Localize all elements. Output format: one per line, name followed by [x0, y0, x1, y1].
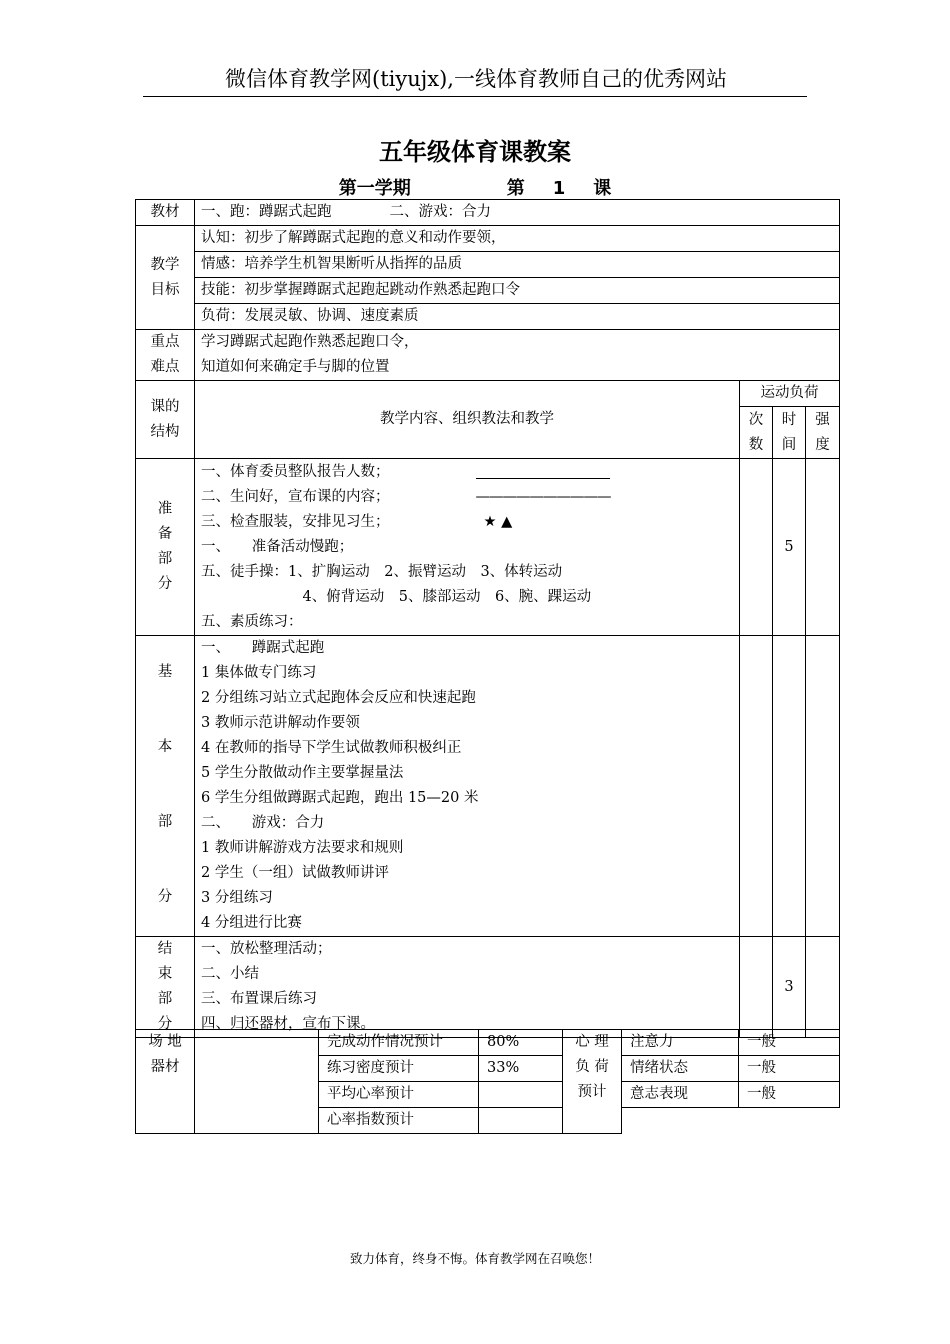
end-section-content [195, 937, 740, 1038]
list-item: 二、 游戏：合力 [201, 815, 325, 831]
psych-name: 注意力 [622, 1030, 739, 1056]
time-header: 时 间 [773, 407, 806, 459]
list-item: 一、 蹲踞式起跑 [201, 640, 325, 656]
basic-section-label: 基 本 部 分 [136, 636, 195, 937]
venue-blank [195, 1030, 319, 1134]
end-time: 3 [773, 937, 806, 1038]
end-times [740, 937, 773, 1038]
prep-section-content [195, 459, 740, 636]
load-header: 运动负荷 [740, 381, 840, 407]
estimate-name: 心率指数预计 [319, 1108, 479, 1134]
goal-load: 负荷：发展灵敏、协调、速度素质 [195, 304, 840, 330]
subtitle [0, 174, 950, 200]
fill-blank-line [476, 464, 610, 479]
list-item: 四、归还器材，宣布下课。 [201, 1016, 375, 1032]
list-item: 1 集体做专门练习 [201, 665, 317, 681]
list-item: 五、徒手操：1、扩胸运动 2、振臂运动 3、体转运动 [201, 563, 563, 580]
subtitle-di: 第 [506, 178, 525, 199]
goal-cognition: 认知：初步了解蹲踞式起跑的意义和动作要领， [195, 226, 840, 252]
list-item: 三、布置课后练习 [201, 991, 317, 1007]
list-item: 5 学生分散做动作主要掌握量法 [201, 765, 404, 781]
end-section-label: 结 束 部 分 [136, 937, 195, 1038]
psych-value: 一般 [739, 1056, 840, 1082]
times-header: 次 数 [740, 407, 773, 459]
formation-symbols: ★ ▲ [483, 513, 513, 530]
empty-cell [739, 1108, 840, 1134]
dash-line: —————————— [475, 488, 611, 505]
list-item: 4、俯背运动 5、膝部运动 6、腕、踝运动 [201, 588, 592, 605]
prep-intensity [806, 459, 840, 636]
basic-intensity [806, 636, 840, 937]
intensity-header: 强 度 [806, 407, 840, 459]
page-footer: 致力体育，终身不悔。体育教学网在召唤您！ [349, 1251, 600, 1266]
list-item: 2 分组练习站立式起跑体会反应和快速起跑 [201, 690, 476, 706]
prep-time: 5 [773, 459, 806, 636]
list-item: 一、放松整理活动； [201, 941, 332, 957]
list-item: 五、素质练习： [201, 613, 303, 630]
goal-skill: 技能：初步掌握蹲踞式起跑起跳动作熟悉起跑口令 [195, 278, 840, 304]
venue-label: 场 地 器材 [136, 1030, 195, 1134]
estimate-value: 33% [479, 1056, 563, 1082]
estimate-value [479, 1082, 563, 1108]
goal-emotion: 情感：培养学生机智果断听从指挥的品质 [195, 252, 840, 278]
list-item: 4 分组进行比赛 [201, 915, 302, 931]
estimate-value [479, 1108, 563, 1134]
list-item: 2 学生（一组）试做教师讲评 [201, 865, 389, 881]
estimate-name: 平均心率预计 [319, 1082, 479, 1108]
lesson-plan-table [135, 199, 840, 1038]
psych-value: 一般 [739, 1082, 840, 1108]
goals-label: 教学 目标 [136, 226, 195, 330]
psych-value: 一般 [739, 1030, 840, 1056]
end-intensity [806, 937, 840, 1038]
key-points-content: 学习蹲踞式起跑作熟悉起跑口令， 知道如何来确定手与脚的位置 [195, 330, 840, 381]
estimate-name: 完成动作情况预计 [319, 1030, 479, 1056]
material-content: 一、跑：蹲踞式起跑 二、游戏：合力 [195, 200, 840, 226]
structure-label: 课的 结构 [136, 381, 195, 459]
list-item: 二、小结 [201, 966, 259, 982]
header-rule [143, 96, 807, 97]
empty-cell [622, 1108, 739, 1134]
subtitle-ke: 课 [593, 178, 612, 199]
psych-name: 意志表现 [622, 1082, 739, 1108]
material-label: 教材 [136, 200, 195, 226]
prep-times [740, 459, 773, 636]
list-item: 三、检查服装，安排见习生； ★ ▲ [201, 510, 733, 535]
content-header: 教学内容、组织教法和教学 [195, 381, 740, 459]
psych-name: 情绪状态 [622, 1056, 739, 1082]
site-header: 微信体育教学网(tiyujx),一线体育教师自己的优秀网站 [225, 67, 727, 91]
subtitle-term: 第一学期 [338, 178, 411, 199]
basic-times [740, 636, 773, 937]
list-item: 二、生问好，宣布课的内容； —————————— [201, 485, 733, 510]
page-title: 五年级体育课教案 [379, 138, 571, 166]
psych-load-label: 心 理 负 荷 预计 [563, 1030, 622, 1134]
list-item: 6 学生分组做蹲踞式起跑，跑出 15—20 米 [201, 790, 479, 806]
list-item: 一、体育委员整队报告人数； [201, 460, 733, 485]
list-item: 3 教师示范讲解动作要领 [201, 715, 360, 731]
list-item: 1 教师讲解游戏方法要求和规则 [201, 840, 404, 856]
basic-section-content [195, 636, 740, 937]
key-points-label: 重点 难点 [136, 330, 195, 381]
basic-time [773, 636, 806, 937]
subtitle-lesson-number: 1 [552, 178, 566, 199]
venue-estimate-table [135, 1029, 840, 1134]
list-item: 3 分组练习 [201, 890, 273, 906]
estimate-value: 80% [479, 1030, 563, 1056]
estimate-name: 练习密度预计 [319, 1056, 479, 1082]
prep-section-label: 准 备 部 分 [136, 459, 195, 636]
list-item: 4 在教师的指导下学生试做教师积极纠正 [201, 740, 462, 756]
list-item: 一、 准备活动慢跑； [201, 538, 354, 555]
